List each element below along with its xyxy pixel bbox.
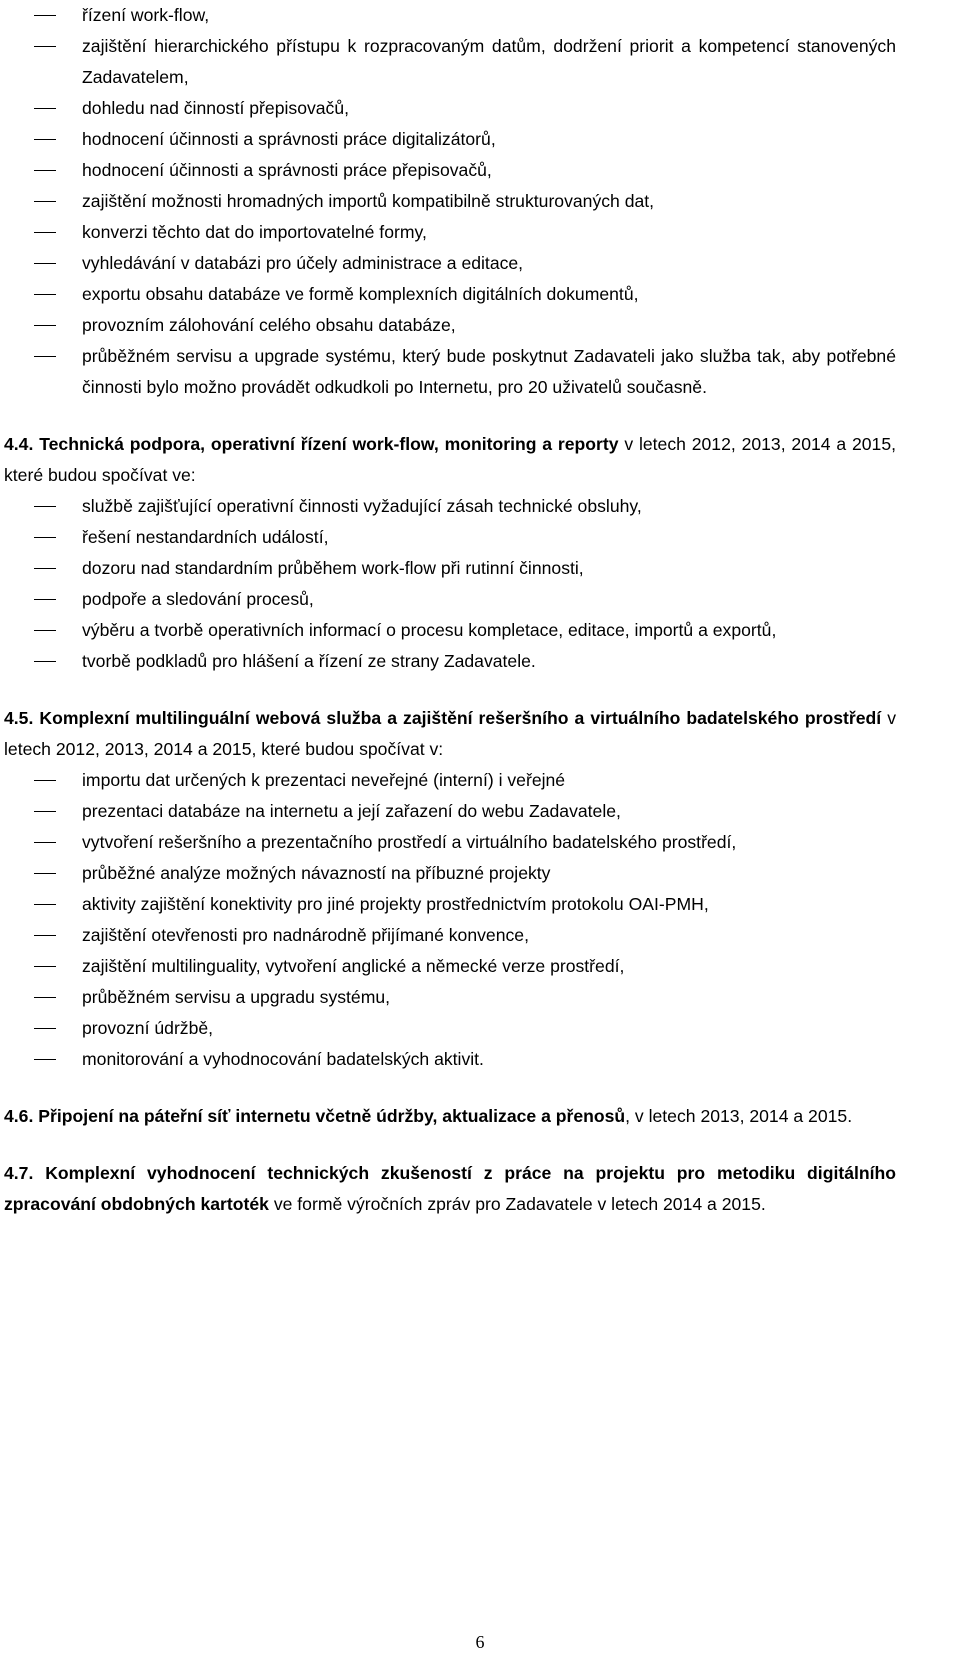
list-item: zajištění možnosti hromadných importů kompatibilně strukturovaných dat, [4,186,896,217]
dash-bullet-icon [34,935,56,936]
section-text: v letech 2012, 2013, 2014 a 2015, které budou spočívat v: [4,708,896,759]
list-item: aktivity zajištění konektivity pro jiné projekty prostřednictvím protokolu OAI-PMH, [4,889,896,920]
dash-bullet-icon [34,325,56,326]
section-number: 4.7. [4,1163,34,1183]
dash-bullet-icon [34,108,56,109]
list-item: provozním zálohování celého obsahu databáze, [4,310,896,341]
list-item: tvorbě podkladů pro hlášení a řízení ze strany Zadavatele. [4,646,896,677]
dash-bullet-icon [34,568,56,569]
section-4-4-list [4,491,896,677]
dash-bullet-icon [34,1059,56,1060]
list-item: průběžné analýze možných návazností na příbuzné projekty [4,858,896,889]
dash-bullet-icon [34,294,56,295]
list-item: podpoře a sledování procesů, [4,584,896,615]
list-item: průběžném servisu a upgrade systému, který bude poskytnut Zadavateli jako služba tak, aby potřebné činnosti bylo možno provádět odkudkoli po Internetu, pro 20 uživatelů současně. [4,341,896,403]
list-item: řízení work-flow, [4,0,896,31]
dash-bullet-icon [34,15,56,16]
dash-bullet-icon [34,599,56,600]
document-page [4,0,896,1238]
section-title: Komplexní multilinguální webová služba a zajištění rešeršního a virtuálního badatelského prostředí [39,708,882,728]
list-item: prezentaci databáze na internetu a její zařazení do webu Zadavatele, [4,796,896,827]
dash-bullet-icon [34,46,56,47]
list-item: vytvoření rešeršního a prezentačního prostředí a virtuálního badatelského prostředí, [4,827,896,858]
dash-bullet-icon [34,842,56,843]
page-number: 6 [475,1632,485,1652]
dash-bullet-icon [34,170,56,171]
list-item: dozoru nad standardním průběhem work-flow při rutinní činnosti, [4,553,896,584]
section-heading-4-7 [4,1158,896,1220]
section-title: Komplexní vyhodnocení technických zkušeností z práce na projektu pro metodiku digitálního zpracování obdobných kartoték [4,1163,896,1214]
section-heading-4-5 [4,703,896,765]
section-heading-4-6 [4,1101,896,1132]
list-item: zajištění otevřenosti pro nadnárodně přijímané konvence, [4,920,896,951]
dash-bullet-icon [34,780,56,781]
dash-bullet-icon [34,997,56,998]
list-item: importu dat určených k prezentaci neveřejné (interní) i veřejné [4,765,896,796]
list-item: vyhledávání v databázi pro účely administrace a editace, [4,248,896,279]
dash-bullet-icon [34,506,56,507]
dash-bullet-icon [34,232,56,233]
section-title: Připojení na páteřní síť internetu včetně údržby, aktualizace a přenosů [38,1106,626,1126]
section-number: 4.5. [4,708,34,728]
list-item: výběru a tvorbě operativních informací o procesu kompletace, editace, importů a exportů, [4,615,896,646]
list-item: hodnocení účinnosti a správnosti práce přepisovačů, [4,155,896,186]
list-item: dohledu nad činností přepisovačů, [4,93,896,124]
section-title: Technická podpora, operativní řízení work-flow, monitoring a reporty [39,434,619,454]
section-4-5-list [4,765,896,1075]
dash-bullet-icon [34,661,56,662]
section-text: , v letech 2013, 2014 a 2015. [625,1106,853,1126]
list-item: zajištění hierarchického přístupu k rozpracovaným datům, dodržení priorit a kompetencí stanovených Zadavatelem, [4,31,896,93]
top-list [4,0,896,403]
dash-bullet-icon [34,139,56,140]
dash-bullet-icon [34,537,56,538]
list-item: řešení nestandardních událostí, [4,522,896,553]
list-item: exportu obsahu databáze ve formě komplexních digitálních dokumentů, [4,279,896,310]
section-text: ve formě výročních zpráv pro Zadavatele v letech 2014 a 2015. [268,1194,766,1214]
list-item: zajištění multilinguality, vytvoření anglické a německé verze prostředí, [4,951,896,982]
dash-bullet-icon [34,966,56,967]
dash-bullet-icon [34,263,56,264]
list-item: monitorování a vyhodnocování badatelských aktivit. [4,1044,896,1075]
dash-bullet-icon [34,201,56,202]
list-item: službě zajišťující operativní činnosti vyžadující zásah technické obsluhy, [4,491,896,522]
list-item: hodnocení účinnosti a správnosti práce digitalizátorů, [4,124,896,155]
list-item: průběžném servisu a upgradu systému, [4,982,896,1013]
dash-bullet-icon [34,904,56,905]
list-item: konverzi těchto dat do importovatelné formy, [4,217,896,248]
section-number: 4.6. [4,1106,34,1126]
section-number: 4.4. [4,434,34,454]
dash-bullet-icon [34,811,56,812]
list-item: provozní údržbě, [4,1013,896,1044]
dash-bullet-icon [34,356,56,357]
dash-bullet-icon [34,1028,56,1029]
dash-bullet-icon [34,630,56,631]
dash-bullet-icon [34,873,56,874]
section-heading-4-4 [4,429,896,491]
section-text: v letech 2012, 2013, 2014 a 2015, které budou spočívat ve: [4,434,896,485]
